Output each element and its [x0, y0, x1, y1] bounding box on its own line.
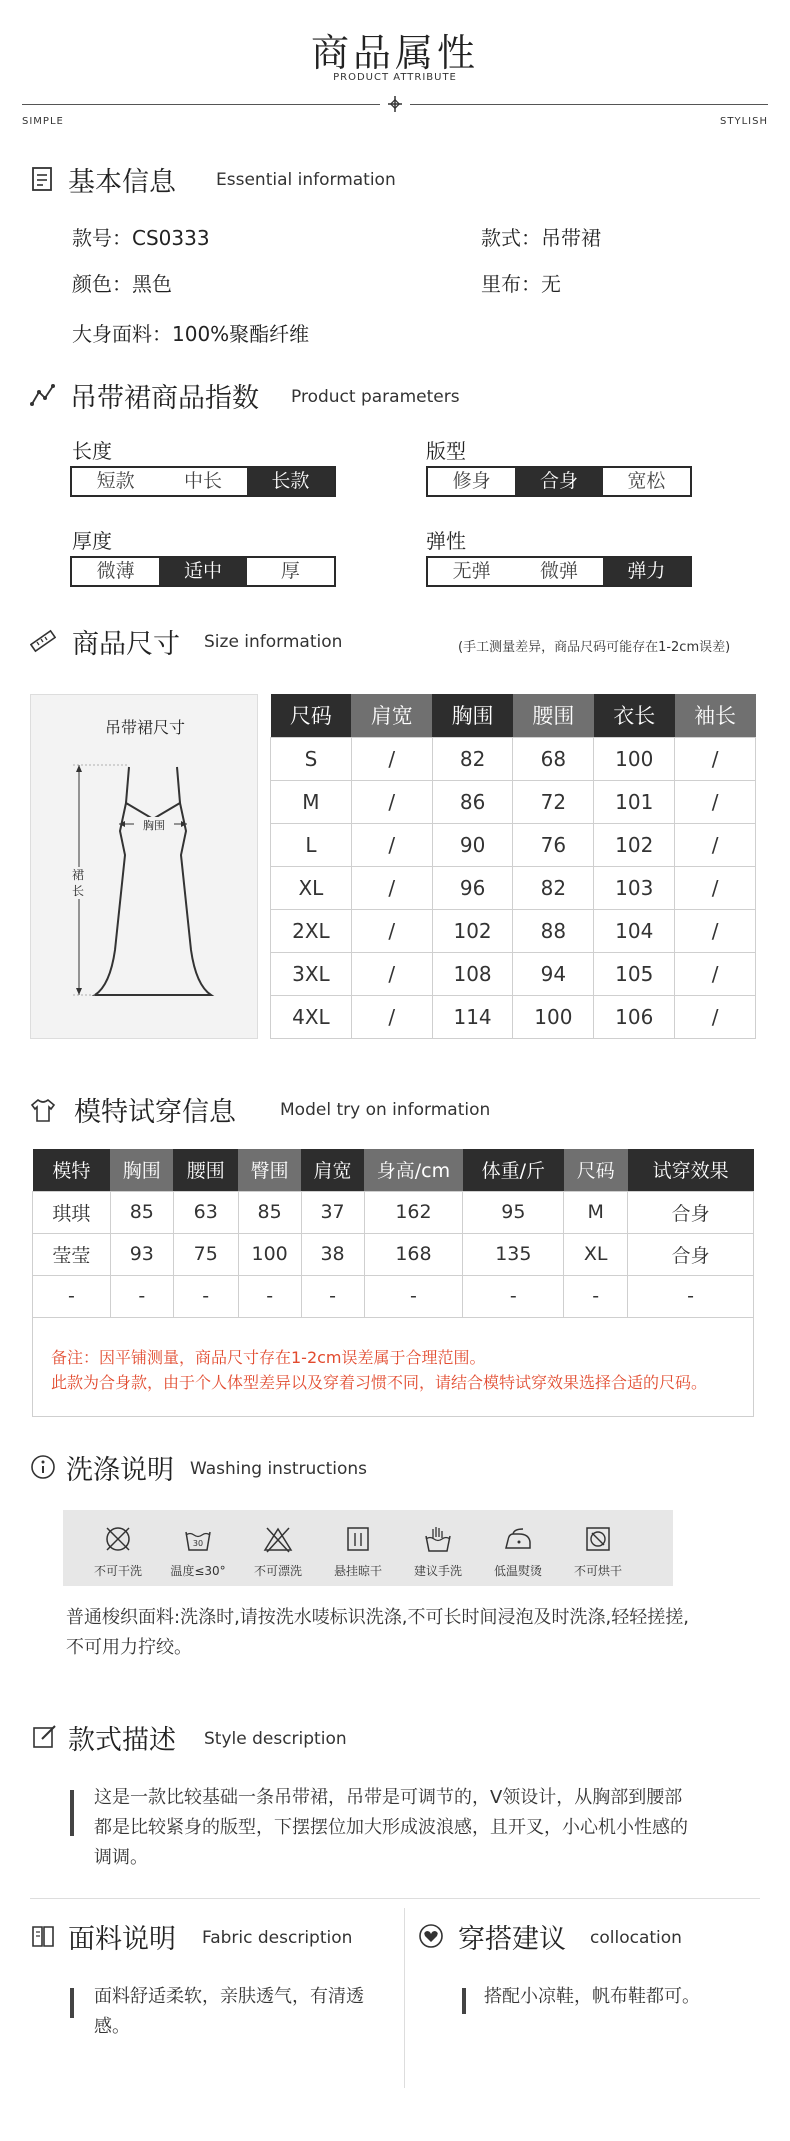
fabric-title: 面料说明	[68, 1924, 176, 1955]
size-table-row	[271, 866, 756, 909]
size-cell: 102	[594, 823, 675, 866]
size-header-cell: 肩宽	[351, 694, 432, 737]
model-title: 模特试穿信息	[74, 1097, 236, 1128]
line-chart-icon	[30, 382, 56, 408]
column-divider	[404, 1908, 405, 2088]
section-divider	[30, 1898, 760, 1899]
model-title-en: Model try on information	[280, 1100, 491, 1120]
style-desc-bar	[70, 1790, 74, 1836]
size-table-header	[271, 694, 756, 737]
wash-item	[403, 1524, 473, 1579]
style-desc-title-en: Style description	[204, 1729, 347, 1749]
param-label-length: 长度	[72, 439, 112, 463]
size-cell: 72	[513, 780, 594, 823]
size-cell: M	[271, 780, 352, 823]
style-desc-line-1: 这是一款比较基础一条吊带裙，吊带是可调节的，V领设计，从胸部到腰部	[94, 1787, 683, 1808]
size-note: (手工测量差异，商品尺码可能存在1-2cm误差)	[458, 640, 731, 655]
cross-ornament-icon	[388, 96, 402, 112]
size-cell: 3XL	[271, 952, 352, 995]
param-option: 微弹	[539, 560, 578, 582]
model-header-cell: 肩宽	[301, 1149, 364, 1191]
model-header-cell: 尺码	[564, 1149, 628, 1191]
model-cell: 38	[301, 1233, 364, 1275]
figure-length-label: 裙长	[72, 868, 85, 898]
size-table-row	[271, 909, 756, 952]
size-header-cell: 胸围	[432, 694, 513, 737]
model-cell: -	[33, 1275, 111, 1317]
model-header-cell: 胸围	[110, 1149, 173, 1191]
style-number: 款号：CS0333	[72, 226, 210, 250]
size-cell: 94	[513, 952, 594, 995]
model-header-cell: 臀围	[238, 1149, 301, 1191]
wash-item	[483, 1524, 553, 1579]
param-option: 短款	[96, 470, 135, 492]
hand-wash-icon	[423, 1524, 453, 1554]
washing-title: 洗涤说明	[66, 1455, 174, 1486]
info-icon	[30, 1454, 56, 1480]
model-table-row	[33, 1275, 754, 1317]
wash-label: 温度≤30°	[170, 1564, 226, 1578]
model-cell: 85	[238, 1191, 301, 1233]
size-cell: 96	[432, 866, 513, 909]
size-table-row	[271, 952, 756, 995]
hang-dry-icon	[343, 1524, 373, 1554]
washing-icons-bar	[63, 1510, 673, 1586]
header-divider-right	[410, 104, 768, 105]
size-cell: 104	[594, 909, 675, 952]
page-subtitle: PRODUCT ATTRIBUTE	[333, 72, 457, 83]
model-cell: 95	[463, 1191, 564, 1233]
size-table-row	[271, 780, 756, 823]
size-header-cell: 袖长	[675, 694, 756, 737]
model-note-box	[32, 1317, 754, 1417]
model-cell: 合身	[628, 1191, 754, 1233]
collocation-text: 搭配小凉鞋，帆布鞋都可。	[484, 1986, 700, 2007]
size-cell: /	[351, 995, 432, 1038]
svg-text:30: 30	[192, 1539, 204, 1548]
washing-text-1: 普通梭织面料:洗涤时,请按洗水唛标识洗涤,不可长时间浸泡及时洗涤,轻轻搓搓,	[66, 1607, 689, 1628]
no-bleach-icon	[263, 1524, 293, 1554]
wash-item	[563, 1524, 633, 1579]
size-cell: 76	[513, 823, 594, 866]
model-header-cell: 试穿效果	[628, 1149, 754, 1191]
page-title: 商品属性	[310, 31, 479, 75]
size-cell: /	[675, 780, 756, 823]
fabric-title-en: Fabric description	[202, 1928, 353, 1948]
wash-label: 不可漂洗	[253, 1564, 302, 1578]
size-header-cell: 衣长	[594, 694, 675, 737]
param-thickness	[70, 556, 336, 587]
param-option-selected: 适中	[159, 558, 246, 585]
size-cell: 102	[432, 909, 513, 952]
size-cell: /	[675, 866, 756, 909]
fabric-line-2: 感。	[94, 2016, 130, 2037]
size-cell: 100	[594, 737, 675, 780]
model-cell: 琪琪	[33, 1191, 111, 1233]
style-type: 款式：吊带裙	[481, 226, 601, 250]
washing-title-en: Washing instructions	[190, 1459, 368, 1479]
low-iron-icon	[503, 1524, 533, 1554]
size-cell: 4XL	[271, 995, 352, 1038]
param-fit	[426, 466, 692, 497]
basic-title-en: Essential information	[216, 170, 396, 190]
size-cell: 90	[432, 823, 513, 866]
size-cell: 100	[513, 995, 594, 1038]
param-option: 微薄	[96, 560, 135, 582]
style-desc-title: 款式描述	[68, 1725, 176, 1756]
model-table	[32, 1149, 754, 1318]
model-cell: 75	[173, 1233, 238, 1275]
model-cell: -	[564, 1275, 628, 1317]
params-title: 吊带裙商品指数	[70, 383, 259, 414]
param-option: 宽松	[627, 470, 666, 492]
collocation-bar	[462, 1988, 466, 2014]
model-cell: -	[301, 1275, 364, 1317]
model-note-2: 此款为合身款，由于个人体型差异以及穿着习惯不同，请结合模特试穿效果选择合适的尺码。	[51, 1373, 708, 1392]
model-table-row	[33, 1233, 754, 1275]
param-option: 修身	[452, 470, 491, 492]
model-note-1: 备注：因平铺测量，商品尺寸存在1-2cm误差属于合理范围。	[51, 1348, 486, 1367]
size-cell: 103	[594, 866, 675, 909]
size-cell: 82	[432, 737, 513, 780]
figure-title: 吊带裙尺寸	[104, 718, 185, 737]
wash-30-icon	[183, 1524, 213, 1554]
size-cell: XL	[271, 866, 352, 909]
model-cell: XL	[564, 1233, 628, 1275]
fabric-line-1: 面料舒适柔软，亲肤透气，有清透	[94, 1986, 364, 2007]
fabric-bar	[70, 1988, 74, 2018]
figure-chest-label: 胸围	[134, 817, 174, 833]
size-table-row	[271, 823, 756, 866]
size-cell: /	[351, 780, 432, 823]
param-option: 中长	[183, 470, 222, 492]
header-divider-left	[22, 104, 380, 105]
model-cell: -	[238, 1275, 301, 1317]
washing-text-2: 不可用力拧绞。	[66, 1637, 192, 1658]
model-header-cell: 腰围	[173, 1149, 238, 1191]
collocation-title-en: collocation	[590, 1928, 682, 1948]
param-label-thickness: 厚度	[72, 529, 112, 553]
size-cell: /	[675, 737, 756, 780]
model-cell: -	[173, 1275, 238, 1317]
tshirt-icon	[30, 1097, 56, 1123]
model-header-cell: 身高/cm	[364, 1149, 463, 1191]
model-cell: 63	[173, 1191, 238, 1233]
param-option-selected: 弹力	[603, 558, 690, 585]
wash-item	[323, 1524, 393, 1579]
model-table-header	[33, 1149, 754, 1191]
size-cell: /	[675, 909, 756, 952]
style-desc-line-3: 调调。	[94, 1847, 148, 1868]
param-option-selected: 合身	[515, 468, 602, 495]
param-elasticity	[426, 556, 692, 587]
document-icon	[30, 166, 56, 192]
size-title-en: Size information	[204, 632, 343, 652]
model-cell: 合身	[628, 1233, 754, 1275]
wash-label: 不可干洗	[93, 1564, 142, 1578]
wash-label: 低温熨烫	[493, 1564, 542, 1578]
size-cell: 114	[432, 995, 513, 1038]
size-cell: /	[351, 952, 432, 995]
param-label-elasticity: 弹性	[426, 529, 466, 553]
header-right-tag: STYLISH	[720, 116, 768, 127]
size-cell: L	[271, 823, 352, 866]
lining-info: 里布：无	[481, 272, 561, 296]
model-cell: 85	[110, 1191, 173, 1233]
model-header-cell: 模特	[33, 1149, 111, 1191]
size-cell: /	[675, 823, 756, 866]
model-cell: 莹莹	[33, 1233, 111, 1275]
wash-item	[83, 1524, 153, 1579]
model-cell: 37	[301, 1191, 364, 1233]
model-table-row	[33, 1191, 754, 1233]
basic-title: 基本信息	[68, 167, 176, 198]
param-label-fit: 版型	[426, 439, 466, 463]
model-cell: 162	[364, 1191, 463, 1233]
size-cell: 2XL	[271, 909, 352, 952]
ruler-icon	[30, 628, 56, 654]
size-cell: /	[351, 823, 432, 866]
model-cell: -	[463, 1275, 564, 1317]
size-table-row	[271, 737, 756, 780]
size-table-row	[271, 995, 756, 1038]
wash-label: 不可烘干	[573, 1564, 622, 1578]
model-cell: -	[628, 1275, 754, 1317]
model-cell: 100	[238, 1233, 301, 1275]
size-table	[270, 694, 756, 1039]
model-cell: -	[110, 1275, 173, 1317]
dress-diagram-icon	[31, 695, 259, 1040]
header-left-tag: SIMPLE	[22, 116, 64, 127]
size-cell: 105	[594, 952, 675, 995]
size-title: 商品尺寸	[72, 629, 180, 660]
wash-item	[243, 1524, 313, 1579]
size-cell: 88	[513, 909, 594, 952]
size-cell: 68	[513, 737, 594, 780]
wash-label: 悬挂晾干	[333, 1564, 382, 1578]
size-cell: 86	[432, 780, 513, 823]
size-cell: 108	[432, 952, 513, 995]
size-cell: /	[351, 737, 432, 780]
param-option: 无弹	[452, 560, 491, 582]
collocation-title: 穿搭建议	[458, 1924, 566, 1955]
size-cell: 82	[513, 866, 594, 909]
model-cell: 135	[463, 1233, 564, 1275]
edit-icon	[32, 1723, 58, 1749]
size-cell: 101	[594, 780, 675, 823]
size-cell: /	[675, 995, 756, 1038]
size-cell: /	[351, 866, 432, 909]
color-info: 颜色：黑色	[72, 272, 172, 296]
no-dry-clean-icon	[103, 1524, 133, 1554]
wash-label: 建议手洗	[413, 1564, 462, 1578]
heart-circle-icon	[418, 1923, 444, 1949]
model-cell: -	[364, 1275, 463, 1317]
fabric-info: 大身面料：100%聚酯纤维	[72, 322, 310, 346]
size-header-cell: 腰围	[513, 694, 594, 737]
model-cell: M	[564, 1191, 628, 1233]
size-cell: /	[675, 952, 756, 995]
book-icon	[30, 1923, 56, 1949]
model-cell: 168	[364, 1233, 463, 1275]
param-option-selected: 长款	[247, 468, 334, 495]
param-option: 厚	[280, 560, 300, 582]
params-title-en: Product parameters	[291, 387, 460, 407]
size-cell: S	[271, 737, 352, 780]
model-cell: 93	[110, 1233, 173, 1275]
size-cell: 106	[594, 995, 675, 1038]
wash-item	[163, 1524, 233, 1579]
size-cell: /	[351, 909, 432, 952]
model-header-cell: 体重/斤	[463, 1149, 564, 1191]
style-desc-line-2: 都是比较紧身的版型，下摆摆位加大形成波浪感，且开叉，小心机小性感的	[94, 1817, 688, 1838]
param-length	[70, 466, 336, 497]
no-tumble-dry-icon	[583, 1524, 613, 1554]
size-figure	[30, 694, 258, 1039]
size-header-cell: 尺码	[271, 694, 352, 737]
